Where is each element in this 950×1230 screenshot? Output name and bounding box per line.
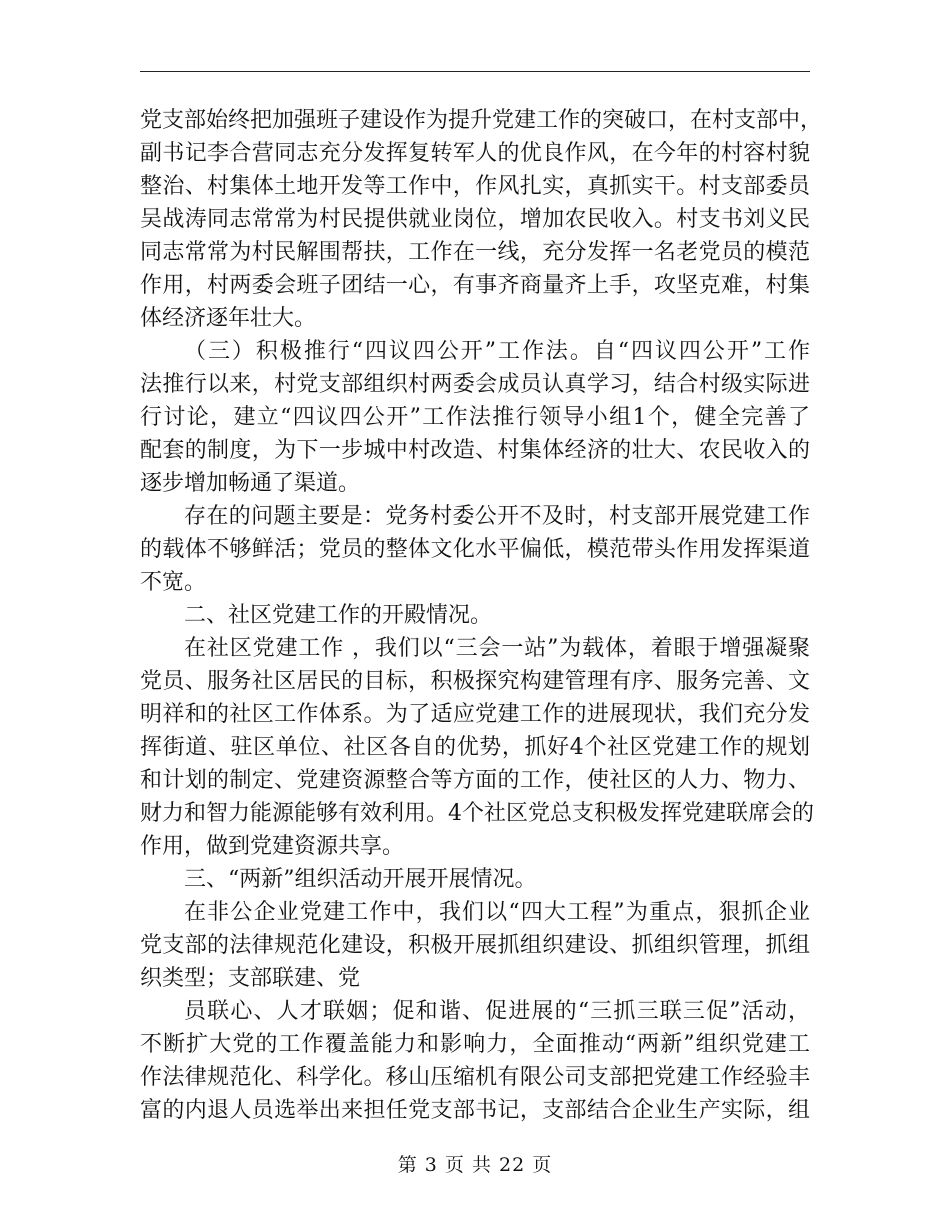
text-line: 员联心、人才联姻；促和谐、促进展的“三抓三联三促”活动， (184, 999, 810, 1024)
header-rule (140, 71, 810, 72)
text-line: 富的内退人员选举出来担任党支部书记，支部结合企业生产实际，组 (140, 1098, 810, 1123)
text-line: 的载体不够鲜活；党员的整体文化水平偏低，模范带头作用发挥渠道 (140, 537, 810, 562)
text-line: 逐步增加畅通了渠道。 (140, 471, 361, 496)
text-line: 党支部的法律规范化建设，积极开展抓组织建设、抓组织管理，抓组 (140, 933, 810, 958)
text-line: 明祥和的社区工作体系。为了适应党建工作的进展现状，我们充分发 (140, 702, 810, 727)
text-line: 吴战涛同志常常为村民提供就业岗位，增加农民收入。村支书刘义民 (140, 207, 810, 232)
text-line: 不宽。 (140, 570, 207, 595)
document-body (140, 104, 823, 1127)
text-line: 法推行以来，村党支部组织村两委会成员认真学习，结合村级实际进 (140, 372, 810, 397)
text-line: 不断扩大党的工作覆盖能力和影响力，全面推动“两新”组织党建工 (140, 1032, 810, 1057)
text-line: 同志常常为村民解围帮扶，工作在一线，充分发挥一名老党员的模范 (140, 240, 810, 265)
text-line: 织类型；支部联建、党 (140, 966, 361, 991)
text-line: 配套的制度，为下一步城中村改造、村集体经济的壮大、农民收入的 (140, 438, 810, 463)
text-line: 挥街道、驻区单位、社区各自的优势，抓好4个社区党建工作的规划 (140, 735, 810, 760)
text-line: 党员、服务社区居民的目标，积极探究构建管理有序、服务完善、文 (140, 669, 810, 694)
text-line: 三、“两新”组织活动开展开展情况。 (184, 867, 537, 892)
text-line: 在非公企业党建工作中，我们以“四大工程”为重点，狠抓企业 (184, 900, 810, 925)
page-number-footer: 第 3 页 共 22 页 (397, 1154, 553, 1176)
text-line: 党支部始终把加强班子建设作为提升党建工作的突破口，在村支部中， (140, 108, 823, 133)
text-line: 副书记李合营同志充分发挥复转军人的优良作风，在今年的村容村貌 (140, 141, 810, 166)
text-line: （三）积极推行“四议四公开”工作法。自“四议四公开”工作 (184, 339, 810, 364)
text-line: 在社区党建工作 ，我们以“三会一站”为载体，着眼于增强凝聚 (184, 636, 810, 661)
text-line: 财力和智力能源能够有效利用。4个社区党总支积极发挥党建联席会的 (140, 801, 814, 826)
text-line: 作用，做到党建资源共享。 (140, 834, 405, 859)
text-line: 二、社区党建工作的开殿情况。 (184, 603, 493, 628)
text-line: 作法律规范化、科学化。移山压缩机有限公司支部把党建工作经验丰 (140, 1065, 810, 1090)
text-line: 和计划的制定、党建资源整合等方面的工作，使社区的人力、物力、 (140, 768, 810, 793)
text-line: 行讨论，建立“四议四公开”工作法推行领导小组1个，健全完善了 (140, 405, 810, 430)
text-line: 整治、村集体土地开发等工作中，作风扎实，真抓实干。村支部委员 (140, 174, 810, 199)
text-line: 体经济逐年壮大。 (140, 306, 317, 331)
text-line: 存在的问题主要是：党务村委公开不及时，村支部开展党建工作 (184, 504, 810, 529)
text-line: 作用，村两委会班子团结一心，有事齐商量齐上手，攻坚克难，村集 (140, 273, 810, 298)
